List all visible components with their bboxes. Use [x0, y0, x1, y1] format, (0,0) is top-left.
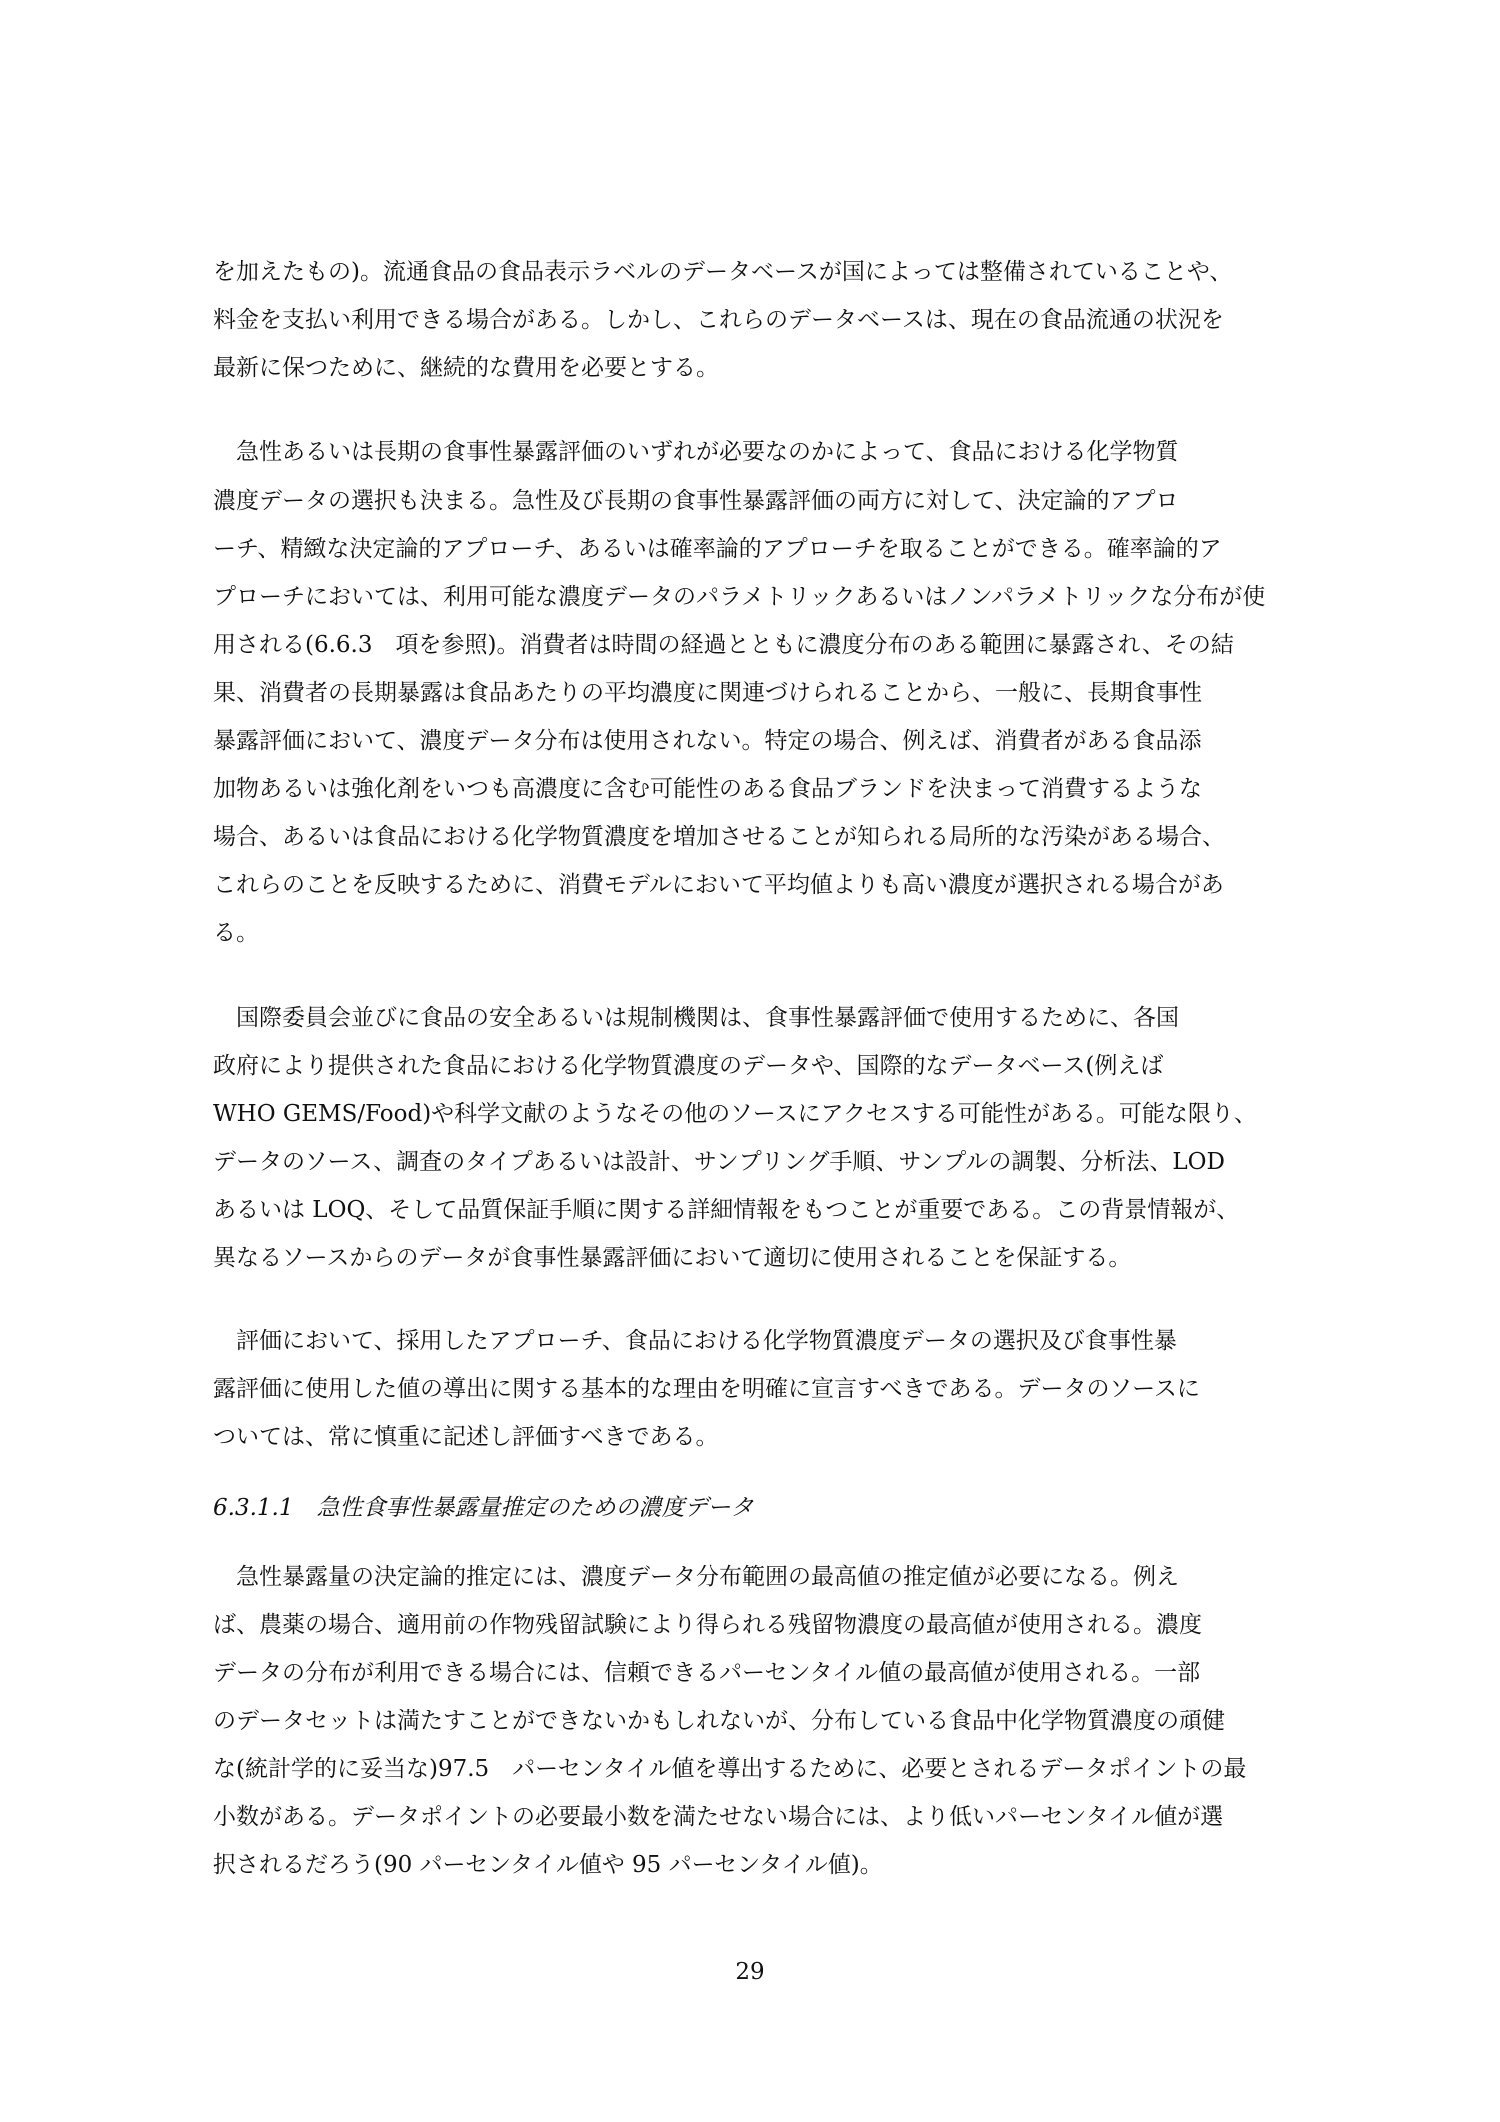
section-heading: 6.3.1.1 急性食事性暴露量推定のための濃度データ	[213, 1495, 754, 1521]
paragraph-1-line-2: 料金を支払い利用できる場合がある。しかし、これらのデータベースは、現在の食品流通の状況を	[213, 307, 1224, 333]
paragraph-2-line-2: 濃度データの選択も決まる。急性及び長期の食事性暴露評価の両方に対して、決定論的アプロ	[213, 488, 1179, 514]
paragraph-2-line-6: 果、消費者の長期暴露は食品あたりの平均濃度に関連づけられることから、一般に、長期食事性	[213, 680, 1202, 706]
paragraph-3-line-2: 政府により提供された食品における化学物質濃度のデータや、国際的なデータベース(例えば	[213, 1053, 1164, 1079]
paragraph-3-line-5: あるいは LOQ、そして品質保証手順に関する詳細情報をもつことが重要である。この背景情報が、	[213, 1197, 1240, 1223]
section-paragraph-line-1: 急性暴露量の決定論的推定には、濃度データ分布範囲の最高値の推定値が必要になる。例え	[213, 1564, 1179, 1590]
paragraph-4-line-2: 露評価に使用した値の導出に関する基本的な理由を明確に宣言すべきである。データのソースに	[213, 1376, 1200, 1402]
paragraph-2-line-4: プローチにおいては、利用可能な濃度データのパラメトリックあるいはノンパラメトリックな分布が使	[213, 584, 1266, 610]
paragraph-2-line-11: る。	[213, 920, 259, 946]
section-paragraph-line-7: 択されるだろう(90 パーセンタイル値や 95 パーセンタイル値)。	[213, 1852, 883, 1878]
paragraph-1-line-3: 最新に保つために、継続的な費用を必要とする。	[213, 355, 719, 381]
section-paragraph-line-4: のデータセットは満たすことができないかもしれないが、分布している食品中化学物質濃度の頑健	[213, 1708, 1225, 1734]
paragraph-1-line-1: を加えたもの)。流通食品の食品表示ラベルのデータベースが国によっては整備されていることや、	[213, 259, 1233, 285]
paragraph-4-line-1: 評価において、採用したアプローチ、食品における化学物質濃度データの選択及び食事性暴	[213, 1328, 1177, 1354]
section-paragraph-line-2: ば、農薬の場合、適用前の作物残留試験により得られる残留物濃度の最高値が使用される。濃度	[213, 1612, 1202, 1638]
paragraph-3-line-4: データのソース、調査のタイプあるいは設計、サンプリング手順、サンプルの調製、分析法、LOD	[213, 1149, 1225, 1175]
paragraph-2-line-5: 用される(6.6.3 項を参照)。消費者は時間の経過とともに濃度分布のある範囲に暴露され、その結	[213, 632, 1234, 658]
paragraph-2-line-1: 急性あるいは長期の食事性暴露評価のいずれが必要なのかによって、食品における化学物質	[213, 439, 1179, 465]
section-paragraph-line-3: データの分布が利用できる場合には、信頼できるパーセンタイル値の最高値が使用される。一部	[213, 1660, 1201, 1686]
paragraph-2-line-9: 場合、あるいは食品における化学物質濃度を増加させることが知られる局所的な汚染がある場合、	[213, 824, 1225, 850]
paragraph-4-line-3: ついては、常に慎重に記述し評価すべきである。	[213, 1424, 719, 1450]
paragraph-2-line-7: 暴露評価において、濃度データ分布は使用されない。特定の場合、例えば、消費者がある食品添	[213, 728, 1202, 754]
paragraph-2-line-8: 加物あるいは強化剤をいつも高濃度に含む可能性のある食品ブランドを決まって消費するような	[213, 776, 1202, 802]
paragraph-3-line-6: 異なるソースからのデータが食事性暴露評価において適切に使用されることを保証する。	[213, 1245, 1132, 1271]
section-paragraph-line-5: な(統計学的に妥当な)97.5 パーセンタイル値を導出するために、必要とされるデータポイントの最	[213, 1756, 1247, 1782]
page-number: 29	[735, 1959, 765, 1985]
section-paragraph-line-6: 小数がある。データポイントの必要最小数を満たせない場合には、より低いパーセンタイル値が選	[213, 1804, 1224, 1830]
paragraph-3-line-1: 国際委員会並びに食品の安全あるいは規制機関は、食事性暴露評価で使用するために、各国	[213, 1005, 1179, 1031]
paragraph-3-line-3: WHO GEMS/Food)や科学文献のようなその他のソースにアクセスする可能性がある。可能な限り、	[213, 1101, 1257, 1127]
paragraph-2-line-10: これらのことを反映するために、消費モデルにおいて平均値よりも高い濃度が選択される場合があ	[213, 872, 1224, 898]
paragraph-2-line-3: ーチ、精緻な決定論的アプローチ、あるいは確率論的アプローチを取ることができる。確率論的ア	[213, 536, 1222, 562]
